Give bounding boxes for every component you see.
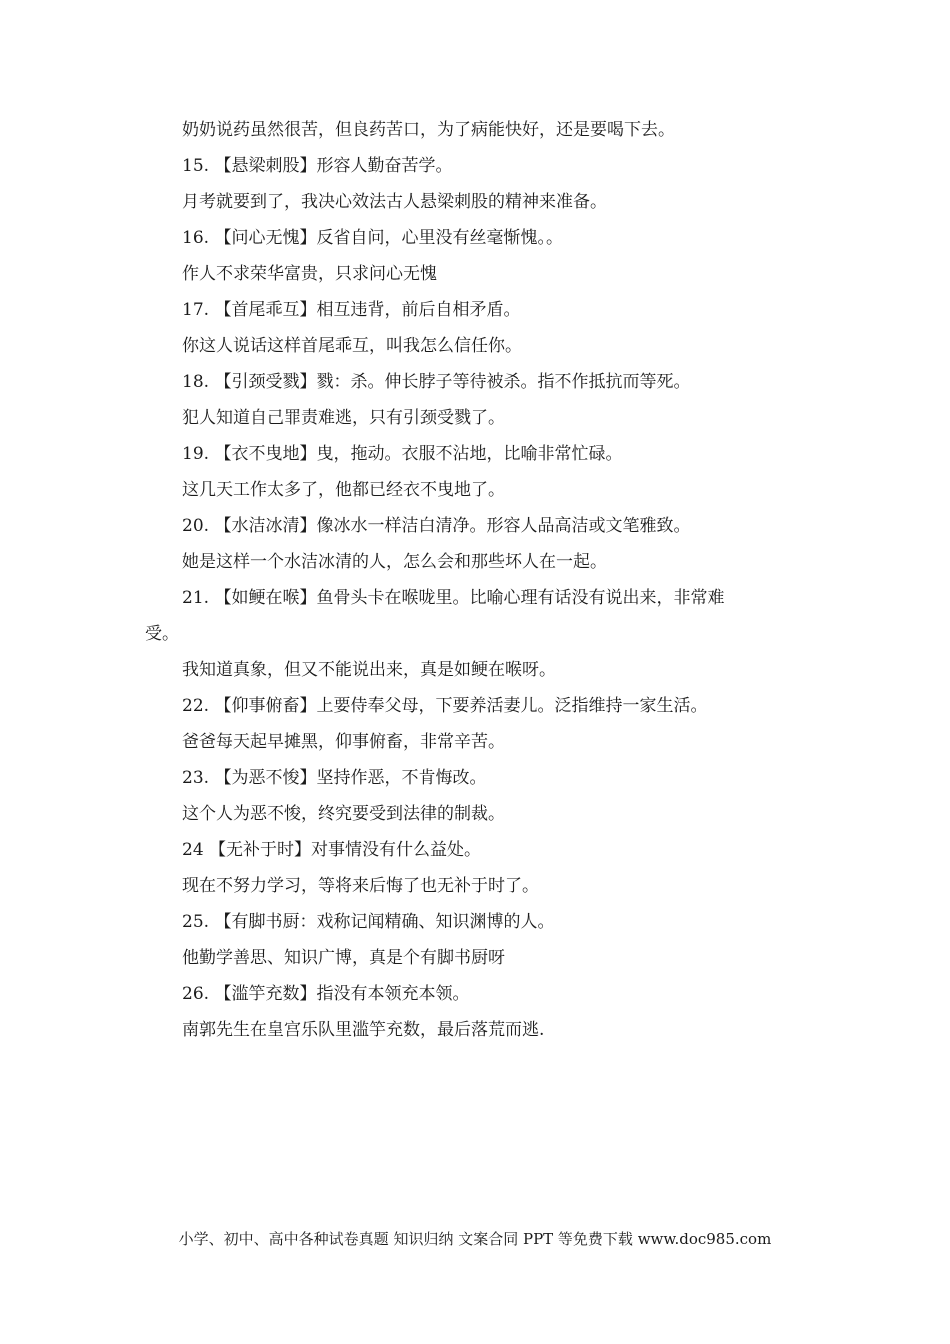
idiom-entry: 21. 【如鲠在喉】鱼骨头卡在喉咙里。比喻心理有话没有说出来，非常难 [182,588,725,608]
idiom-entry: 25. 【有脚书厨：戏称记闻精确、知识渊博的人。 [182,912,555,932]
example-sentence: 你这人说话这样首尾乖互，叫我怎么信任你。 [182,336,522,356]
idiom-entry: 19. 【衣不曳地】曳，拖动。衣服不沾地，比喻非常忙碌。 [182,444,623,464]
example-sentence: 月考就要到了，我决心效法古人悬梁刺股的精神来准备。 [182,192,607,212]
text-line: 奶奶说药虽然很苦，但良药苦口，为了病能快好，还是要喝下去。 [182,120,675,140]
example-sentence: 他勤学善思、知识广博，真是个有脚书厨呀 [182,948,505,968]
idiom-entry: 23. 【为恶不悛】坚持作恶，不肯悔改。 [182,768,487,788]
example-sentence: 这个人为恶不悛，终究要受到法律的制裁。 [182,804,505,824]
example-sentence: 这几天工作太多了，他都已经衣不曳地了。 [182,480,505,500]
idiom-entry: 15. 【悬梁刺股】形容人勤奋苦学。 [182,156,453,176]
idiom-entry-continuation: 受。 [145,624,179,644]
example-sentence: 南郭先生在皇宫乐队里滥竽充数，最后落荒而逃. [182,1020,545,1040]
idiom-entry: 24 【无补于时】对事情没有什么益处。 [182,840,482,860]
example-sentence: 我知道真象，但又不能说出来，真是如鲠在喉呀。 [182,660,556,680]
document-body [145,112,805,1048]
example-sentence: 她是这样一个水洁冰清的人，怎么会和那些坏人在一起。 [182,552,607,572]
example-sentence: 作人不求荣华富贵，只求问心无愧 [182,264,437,284]
example-sentence: 现在不努力学习，等将来后悔了也无补于时了。 [182,876,539,896]
example-sentence: 犯人知道自己罪责难逃，只有引颈受戮了。 [182,408,505,428]
idiom-entry: 17. 【首尾乖互】相互违背，前后自相矛盾。 [182,300,521,320]
idiom-entry: 18. 【引颈受戮】戮：杀。伸长脖子等待被杀。指不作抵抗而等死。 [182,372,691,392]
idiom-entry: 22. 【仰事俯畜】上要侍奉父母，下要养活妻儿。泛指维持一家生活。 [182,696,708,716]
idiom-entry: 16. 【问心无愧】反省自问，心里没有丝毫惭愧。。 [182,228,563,248]
example-sentence: 爸爸每天起早摊黑，仰事俯畜，非常辛苦。 [182,732,505,752]
idiom-entry: 26. 【滥竽充数】指没有本领充本领。 [182,984,470,1004]
idiom-entry: 20. 【水洁冰清】像冰水一样洁白清净。形容人品高洁或文笔雅致。 [182,516,691,536]
page-footer: 小学、初中、高中各种试卷真题 知识归纳 文案合同 PPT 等免费下载 www.doc985.com [178,1230,772,1248]
